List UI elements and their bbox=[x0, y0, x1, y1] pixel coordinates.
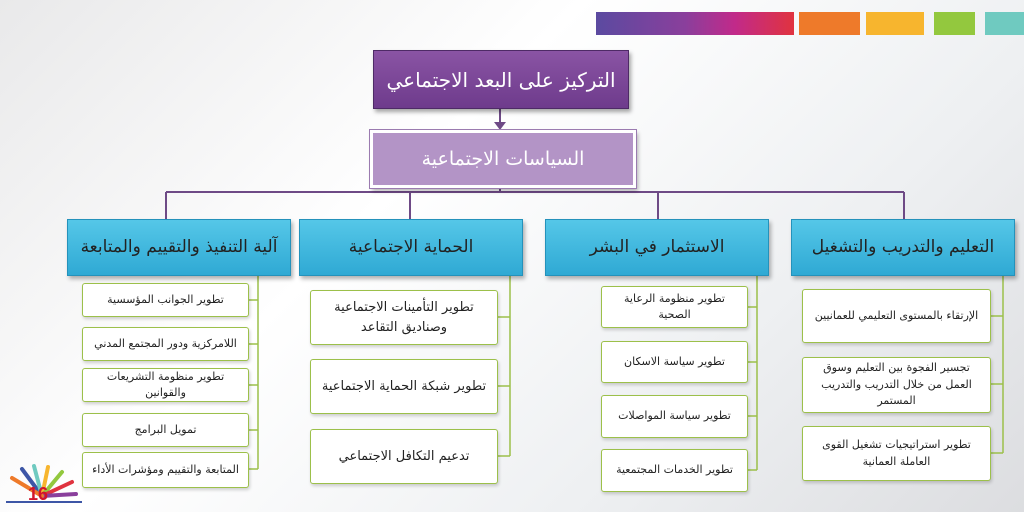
category-human-investment: الاستثمار في البشر bbox=[545, 219, 769, 276]
root-node: التركيز على البعد الاجتماعي bbox=[373, 50, 629, 109]
list-item: تجسير الفجوة بين التعليم وسوق العمل من خلال التدريب والتدريب المستمر bbox=[802, 357, 991, 413]
list-item: المتابعة والتقييم ومؤشرات الأداء bbox=[82, 452, 249, 488]
list-item: تطوير التأمينات الاجتماعية وصناديق التقاعد bbox=[310, 290, 498, 345]
category-education-training: التعليم والتدريب والتشغيل bbox=[791, 219, 1015, 276]
list-item: تطوير الجوانب المؤسسية bbox=[82, 283, 249, 317]
list-item: تمويل البرامج bbox=[82, 413, 249, 447]
page-logo bbox=[4, 464, 84, 508]
list-item: تطوير منظومة الرعاية الصحية bbox=[601, 286, 748, 328]
list-item: تطوير شبكة الحماية الاجتماعية bbox=[310, 359, 498, 414]
list-item: تطوير سياسة الاسكان bbox=[601, 341, 748, 383]
list-item: اللامركزية ودور المجتمع المدني bbox=[82, 327, 249, 361]
social-policies-node: السياسات الاجتماعية bbox=[370, 130, 636, 188]
list-item: تطوير استراتيجيات تشغيل القوى العاملة العمانية bbox=[802, 426, 991, 481]
list-item: تطوير الخدمات المجتمعية bbox=[601, 449, 748, 492]
category-implementation-evaluation: آلية التنفيذ والتقييم والمتابعة bbox=[67, 219, 291, 276]
page-number: 16 bbox=[28, 484, 49, 504]
list-item: تطوير سياسة المواصلات bbox=[601, 395, 748, 438]
list-item: الإرتقاء بالمستوى التعليمي للعمانيين bbox=[802, 289, 991, 343]
list-item: تطوير منظومة التشريعات والقوانين bbox=[82, 368, 249, 402]
category-social-protection: الحماية الاجتماعية bbox=[299, 219, 523, 276]
list-item: تدعيم التكافل الاجتماعي bbox=[310, 429, 498, 484]
